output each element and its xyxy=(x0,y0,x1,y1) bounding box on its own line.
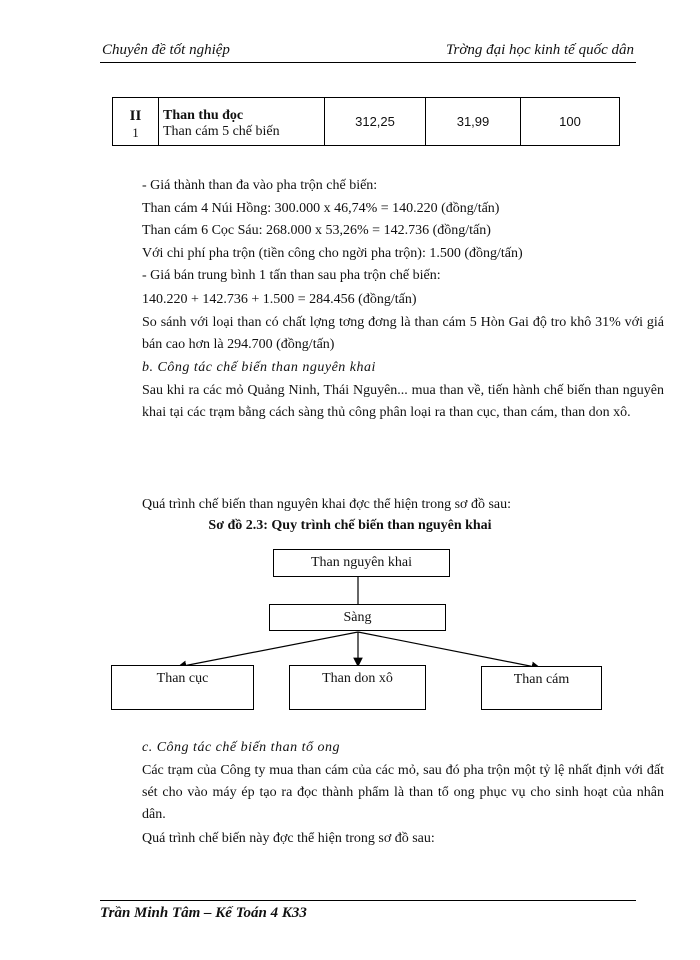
header-title: Chuyên đề tốt nghiệp xyxy=(102,42,230,58)
paragraph: Quá trình chế biến này đợc thể hiện trong sơ đồ sau: xyxy=(142,831,435,846)
paragraph: Các trạm của Công ty mua than cám của các mỏ, sau đó pha trộn một tỷ lệ nhất định với đất sét cho vào máy ép tạo ra đọc thành phẩm là than tổ ong phục vụ cho sinh hoạt của nhân dân. xyxy=(142,763,664,822)
diagram-node-top: Than nguyên khai xyxy=(273,549,450,577)
page-footer xyxy=(100,900,636,922)
paragraph: - Giá thành than đa vào pha trộn chế biến: xyxy=(142,178,378,193)
paragraph: Than cám 6 Cọc Sáu: 268.000 x 53,26% = 142.736 (đồng/tấn) xyxy=(142,223,491,238)
diagram-node-center: Than don xô xyxy=(289,665,426,710)
name-top: Than thu đọc xyxy=(163,108,244,123)
paragraph: Với chi phí pha trộn (tiền công cho ngời pha trộn): 1.500 (đồng/tấn) xyxy=(142,246,523,261)
table-cell-value3: 100 xyxy=(521,98,620,146)
paragraph: Quá trình chế biến than nguyên khai đợc thể hiện trong sơ đồ sau: xyxy=(142,497,511,512)
index-bottom: 1 xyxy=(132,124,139,140)
section-heading: c. Công tác chế biến than tổ ong xyxy=(142,740,340,755)
paragraph: Sau khi ra các mỏ Quảng Ninh, Thái Nguyên... mua than về, tiến hành chế biến than nguyên khai tại các trạm bằng cách sàng thủ công phân loại ra than cục, than cám, than don xô. xyxy=(142,383,664,420)
diagram-node-middle: Sàng xyxy=(269,604,446,631)
table-cell-value1: 312,25 xyxy=(325,98,426,146)
footer-author: Trần Minh Tâm – Kế Toán 4 K33 xyxy=(100,905,307,921)
arrow-middle-to-right xyxy=(358,632,540,668)
paragraph: - Giá bán trung bình 1 tấn than sau pha trộn chế biến: xyxy=(142,268,441,283)
header-university: Trờng đại học kinh tế quốc dân xyxy=(446,42,634,58)
name-bottom: Than cám 5 chế biến xyxy=(163,124,280,139)
index-top: II xyxy=(129,107,142,124)
table-cell-value2: 31,99 xyxy=(426,98,521,146)
paragraph: So sánh với loại than có chất lợng tơng đơng là than cám 5 Hòn Gai độ tro khô 31% với giá bán cao hơn là 294.700 (đồng/tấn) xyxy=(142,315,664,352)
diagram-node-right: Than cám xyxy=(481,666,602,710)
arrow-middle-to-left xyxy=(178,632,358,667)
paragraph: 140.220 + 142.736 + 1.500 = 284.456 (đồng/tấn) xyxy=(142,292,417,307)
diagram-caption: Sơ đồ 2.3: Quy trình chế biến than nguyên khai xyxy=(208,518,492,533)
paragraph: Than cám 4 Núi Hồng: 300.000 x 46,74% = 140.220 (đồng/tấn) xyxy=(142,201,500,216)
section-heading: b. Công tác chế biến than nguyên khai xyxy=(142,360,376,375)
diagram-node-left: Than cục xyxy=(111,665,254,710)
